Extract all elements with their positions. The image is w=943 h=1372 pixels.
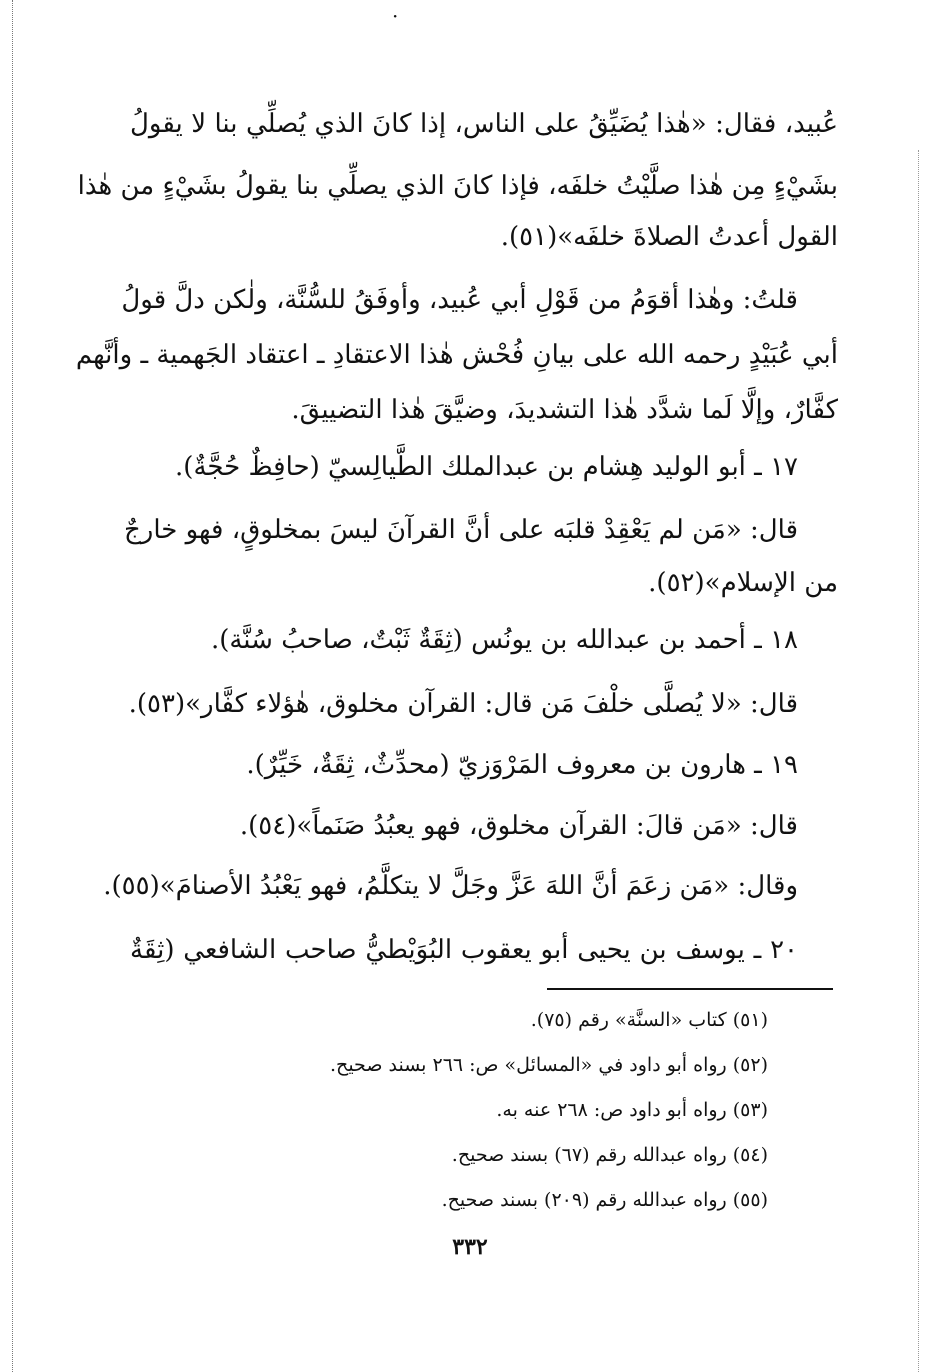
body-line: قال: «لا يُصلَّى خلْفَ مَن قال: القرآن مخلوق، هٰؤلاء كفَّار»(٥٣).	[128, 689, 798, 719]
footnote: (٥٣) رواه أبو داود ص: ٢٦٨ عنه به.	[496, 1099, 768, 1121]
body-line: أبي عُبَيْدٍ رحمه الله على بيانِ فُحْش هٰذا الاعتقادِ ـ اعتقاد الجَهمية ـ وأنَّهم	[75, 340, 838, 370]
body-line: كفَّارٌ، وإلَّا لَما شدَّد هٰذا التشديدَ، وضيَّقَ هٰذا التضييقَ.	[291, 395, 838, 425]
body-line: قال: «مَن لم يَعْقِدْ قلبَه على أنَّ القرآنَ ليسَ بمخلوقٍ، فهو خارجٌ	[124, 515, 798, 545]
scan-margin-right	[918, 150, 927, 1372]
footnote: (٥٢) رواه أبو داود في «المسائل» ص: ٢٦٦ بسند صحيح.	[330, 1054, 768, 1076]
footnote: (٥٥) رواه عبدالله رقم (٢٠٩) بسند صحيح.	[441, 1189, 768, 1211]
footnote-separator	[547, 988, 833, 990]
body-line: القول أعدتُ الصلاةَ خلفَه»(٥١).	[500, 222, 838, 252]
main-text	[75, 0, 838, 1000]
body-line: قال: «مَن قالَ: القرآن مخلوق، فهو يعبُدُ صَنَماً»(٥٤).	[239, 811, 798, 841]
footnote: (٥١) كتاب «السنَّة» رقم (٧٥).	[530, 1009, 768, 1031]
body-line: عُبيد، فقال: «هٰذا يُضَيِّقُ على الناس، إذا كانَ الذي يُصلِّي بنا لا يقولُ	[130, 109, 838, 139]
entry-heading: ١٨ ـ أحمد بن عبدالله بن يونُس (ثِقَةٌ ثَبْتٌ، صاحبُ سُنَّة).	[210, 625, 798, 655]
body-line: وقال: «مَن زعَمَ أنَّ اللهَ عَزَّ وجَلَّ لا يتكلَّمُ، فهو يَعْبُدُ الأصنامَ»(٥٥).	[103, 871, 798, 901]
body-line: قلتُ: وهٰذا أقوَمُ من قَوْلِ أبي عُبيد، وأوفَقُ للسُّنَّة، ولٰكن دلَّ قولُ	[121, 285, 798, 315]
body-line: بشَيْءٍ مِن هٰذا صلَّيْتُ خلفَه، فإذا كانَ الذي يصلِّي بنا يقولُ بشَيْءٍ من هٰذا	[77, 171, 838, 201]
entry-heading: ٢٠ ـ يوسف بن يحيى أبو يعقوب البُوَيْطيُّ صاحب الشافعي (ثِقَةٌ	[130, 935, 798, 965]
scan-margin-left	[12, 0, 21, 1372]
footnote: (٥٤) رواه عبدالله رقم (٦٧) بسند صحيح.	[451, 1144, 768, 1166]
body-line: من الإسلام»(٥٢).	[648, 568, 838, 598]
page-number: ٣٣٢	[452, 1234, 488, 1260]
entry-heading: ١٩ ـ هارون بن معروف المَرْوَزيّ (محدِّثٌ، ثِقَةٌ، خَيِّرٌ).	[246, 750, 798, 780]
entry-heading: ١٧ ـ أبو الوليد هِشام بن عبدالملك الطَّيالِسيّ (حافِظٌ حُجَّةٌ).	[175, 452, 798, 482]
scan-dot: ·	[392, 4, 399, 28]
